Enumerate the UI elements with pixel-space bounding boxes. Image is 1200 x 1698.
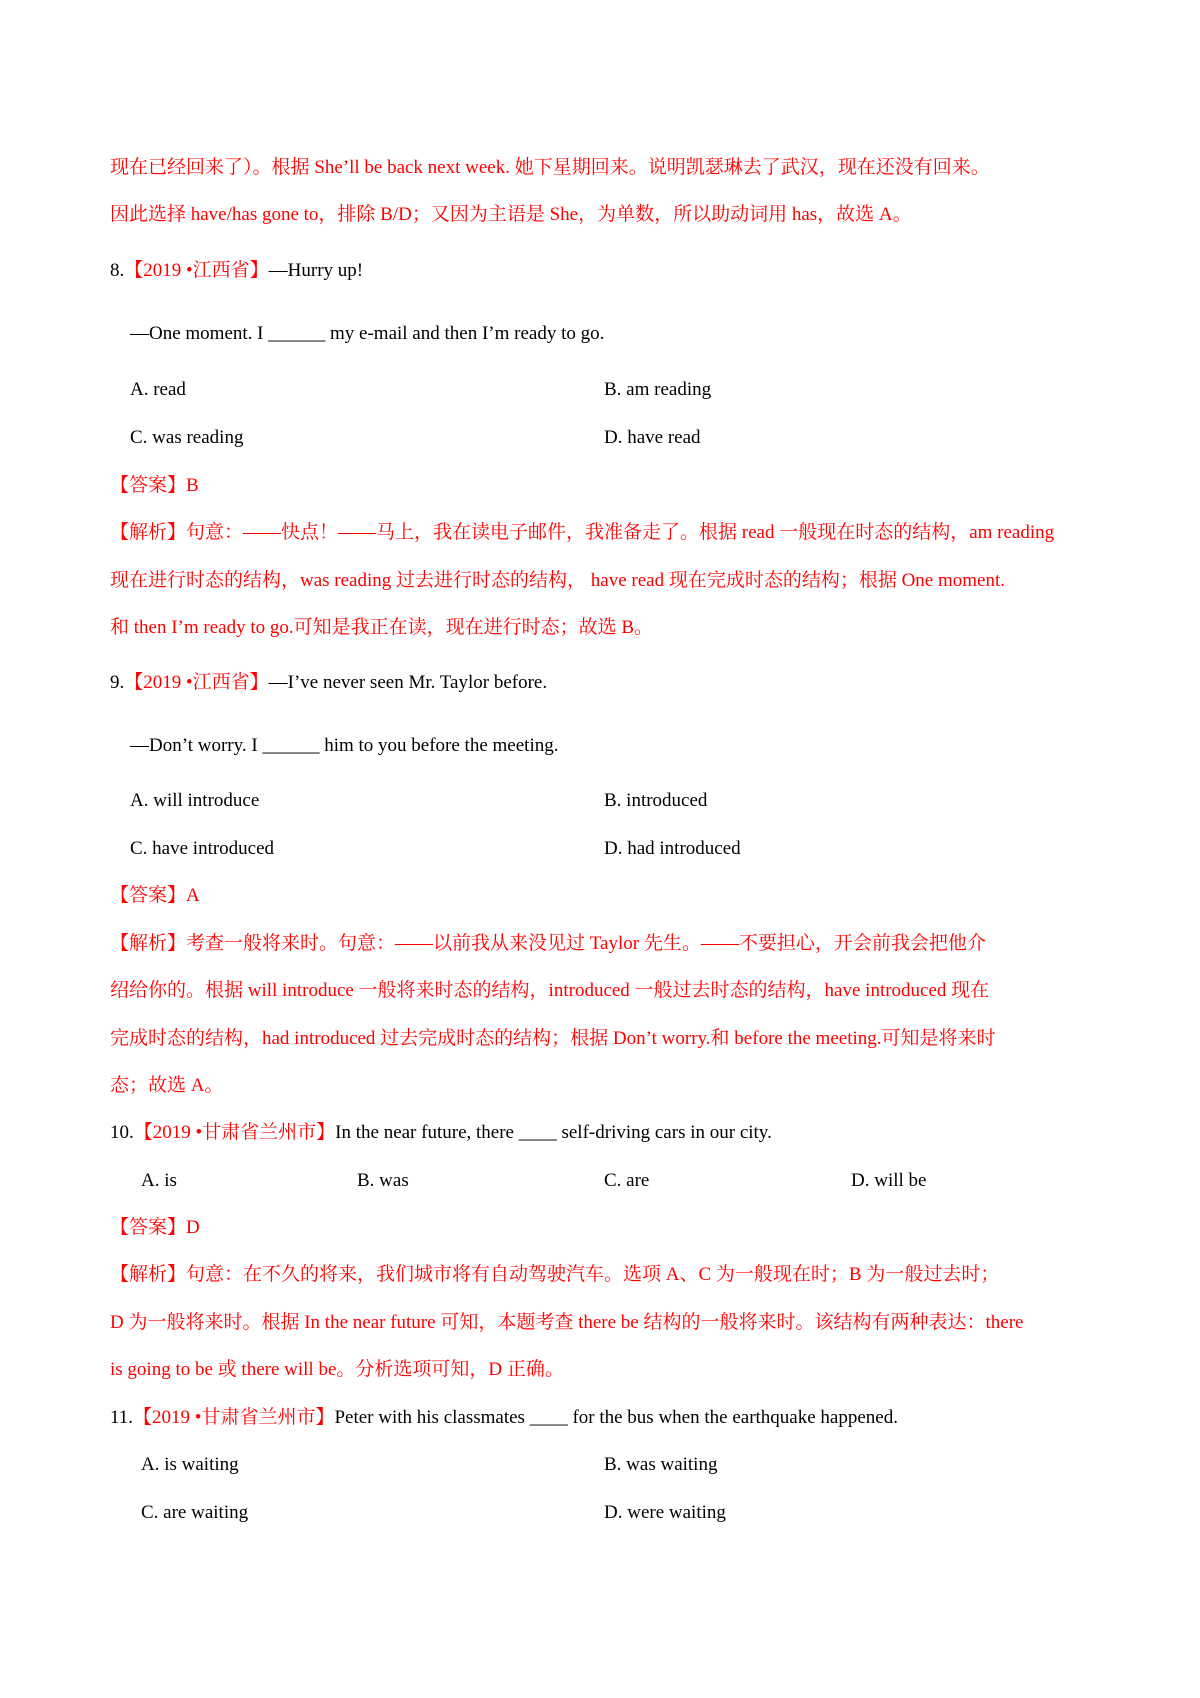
option-a: A. is	[141, 1170, 177, 1191]
carryover-explanation-line: 现在已经回来了）。根据 She’ll be back next week. 她下星期回来。说明凯瑟琳去了武汉，现在还没有回来。	[110, 157, 990, 178]
option-b: B. was	[357, 1170, 409, 1191]
question-11-header	[110, 1405, 1100, 1431]
question-number: 8.	[110, 260, 125, 281]
question-number: 9.	[110, 672, 125, 693]
question-number: 11.	[110, 1407, 134, 1428]
question-8-header	[110, 258, 1100, 284]
question-stem: —Hurry up!	[268, 260, 364, 281]
explanation-line: D 为一般将来时。根据 In the near future 可知，本题考查 there be 结构的一般将来时。该结构有两种表达：there	[110, 1312, 1024, 1333]
option-a: A. will introduce	[130, 790, 260, 811]
answer-line: 【答案】B	[110, 475, 199, 496]
question-9-header	[110, 670, 1100, 696]
explanation-line: is going to be 或 there will be。分析选项可知，D 正确。	[110, 1359, 564, 1380]
question-source: 【2019 •江西省】	[124, 672, 269, 693]
question-source: 【2019 •江西省】	[124, 260, 269, 281]
explanation-line: 和 then I’m ready to go.可知是我正在读，现在进行时态；故选 B。	[110, 617, 654, 638]
explanation-line: 【解析】句意：在不久的将来，我们城市将有自动驾驶汽车。选项 A、C 为一般现在时；B 为一般过去时；	[110, 1264, 1000, 1285]
question-stem: In the near future, there ____ self-driving cars in our city.	[335, 1122, 772, 1143]
option-c: C. are waiting	[141, 1502, 249, 1523]
explanation-line: 【解析】考查一般将来时。句意：——以前我从来没见过 Taylor 先生。——不要担心，开会前我会把他介	[110, 933, 986, 954]
question-stem: —I’ve never seen Mr. Taylor before.	[268, 672, 548, 693]
option-d: D. were waiting	[604, 1502, 726, 1523]
explanation-line: 【解析】句意：——快点！——马上，我在读电子邮件，我准备走了。根据 read 一般现在时态的结构，am reading	[110, 522, 1055, 543]
question-stem: Peter with his classmates ____ for the bus when the earthquake happened.	[334, 1407, 898, 1428]
answer-line: 【答案】D	[110, 1217, 200, 1238]
question-8-stem2: —One moment. I ______ my e-mail and then I’m ready to go.	[130, 323, 605, 344]
answer-line: 【答案】A	[110, 885, 200, 906]
option-d: D. have read	[604, 427, 701, 448]
option-d: D. had introduced	[604, 838, 741, 859]
explanation-line: 绍给你的。根据 will introduce 一般将来时态的结构，introduced 一般过去时态的结构，have introduced 现在	[110, 980, 990, 1001]
option-d: D. will be	[851, 1170, 927, 1191]
option-b: B. was waiting	[604, 1454, 718, 1475]
question-10-header	[110, 1120, 1100, 1146]
option-c: C. was reading	[130, 427, 244, 448]
question-source: 【2019 •甘肃省兰州市】	[133, 1122, 336, 1143]
option-c: C. have introduced	[130, 838, 275, 859]
option-b: B. am reading	[604, 379, 712, 400]
option-b: B. introduced	[604, 790, 708, 811]
option-a: A. is waiting	[141, 1454, 239, 1475]
question-number: 10.	[110, 1122, 134, 1143]
explanation-line: 态；故选 A。	[110, 1075, 224, 1096]
question-source: 【2019 •甘肃省兰州市】	[133, 1407, 335, 1428]
carryover-explanation-line: 因此选择 have/has gone to，排除 B/D；又因为主语是 She，为单数，所以助动词用 has，故选 A。	[110, 204, 912, 225]
explanation-line: 现在进行时态的结构，was reading 过去进行时态的结构， have read 现在完成时态的结构；根据 One moment.	[110, 570, 1006, 591]
option-a: A. read	[130, 379, 186, 400]
explanation-line: 完成时态的结构，had introduced 过去完成时态的结构；根据 Don’t worry.和 before the meeting.可知是将来时	[110, 1028, 996, 1049]
question-9-stem2: —Don’t worry. I ______ him to you before the meeting.	[130, 735, 559, 756]
option-c: C. are	[604, 1170, 650, 1191]
